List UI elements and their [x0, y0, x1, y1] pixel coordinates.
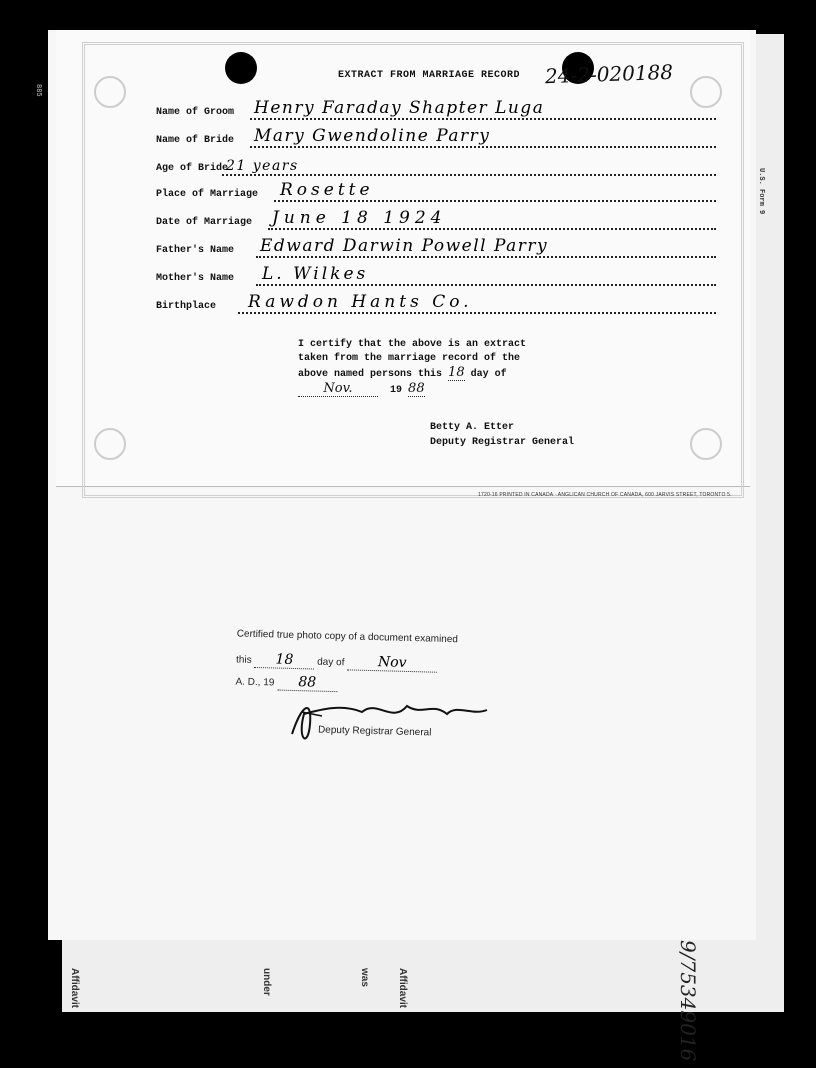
field-value: Edward Darwin Powell Parry — [260, 236, 549, 256]
field-label: Name of Groom — [156, 107, 235, 118]
field-value: June 18 1924 — [272, 208, 447, 228]
bottom-handwritten-number: 9/75349016 — [676, 940, 700, 1062]
certify-day: 18 — [448, 365, 465, 380]
field-value: L. Wilkes — [262, 264, 369, 284]
field-underline — [238, 312, 716, 314]
certify-text: above named persons this — [298, 369, 443, 380]
certify-text: day of — [470, 369, 507, 380]
certify-line: I certify that the above is an extract — [298, 339, 527, 350]
field-underline — [250, 146, 716, 148]
field-label: Age of Bride — [156, 163, 229, 174]
strip-label: Affidavit — [397, 968, 408, 1008]
strip-label: Affidavit — [69, 968, 80, 1008]
field-mothers-name — [156, 266, 716, 286]
field-age-of-bride — [156, 156, 716, 176]
field-place-of-marriage — [156, 182, 716, 202]
stamp-text: A. D., 19 — [235, 676, 275, 689]
stamp-month: Nov — [347, 653, 437, 672]
corner-seal-ghost — [690, 428, 722, 460]
field-underline — [256, 256, 716, 258]
field-value: Henry Faraday Shapter Luga — [254, 98, 545, 118]
signer-block — [430, 420, 574, 450]
side-form-label: U.S. Form 9 — [757, 168, 765, 215]
field-underline — [268, 228, 716, 230]
strip-label: under — [261, 968, 272, 996]
side-page-number: 885 — [34, 84, 42, 97]
field-label: Father's Name — [156, 245, 235, 256]
punch-hole — [225, 52, 257, 84]
field-value: Rawdon Hants Co. — [248, 292, 473, 312]
stamp-year: 88 — [277, 674, 337, 693]
record-number: 24-2-020188 — [544, 59, 674, 89]
field-groom — [156, 100, 716, 120]
stamp-text: this — [235, 654, 252, 666]
field-label: Mother's Name — [156, 273, 235, 284]
extract-title: EXTRACT FROM MARRIAGE RECORD — [338, 70, 521, 81]
certify-month: Nov. — [298, 382, 378, 397]
certified-copy-stamp — [235, 628, 507, 701]
field-underline — [222, 174, 716, 176]
field-date-of-marriage — [156, 210, 716, 230]
field-bride — [156, 128, 716, 148]
field-fathers-name — [156, 238, 716, 258]
certify-line — [298, 382, 588, 398]
corner-seal-ghost — [94, 428, 126, 460]
stamp-day: 18 — [254, 651, 314, 670]
signer-name: Betty A. Etter — [430, 422, 515, 433]
field-underline — [256, 284, 716, 286]
strip-label: was — [359, 968, 370, 987]
stamp-text: day of — [317, 656, 345, 669]
certification-statement — [298, 338, 588, 398]
field-value: Mary Gwendoline Parry — [254, 126, 491, 146]
field-underline — [250, 118, 716, 120]
certify-year: 88 — [408, 381, 425, 396]
field-birthplace — [156, 294, 716, 314]
field-label: Date of Marriage — [156, 217, 253, 228]
signer-title: Deputy Registrar General — [430, 437, 575, 448]
field-underline — [274, 200, 716, 202]
certify-line — [298, 366, 588, 382]
field-label: Place of Marriage — [156, 189, 259, 200]
field-label: Birthplace — [156, 301, 217, 312]
field-value: Rosette — [280, 180, 374, 200]
certify-line: taken from the marriage record of the — [298, 353, 521, 364]
field-value: 21 years — [226, 158, 299, 174]
stamp-title: Deputy Registrar General — [317, 724, 432, 739]
stamp-line: Certified true photo copy of a document examined — [236, 628, 459, 646]
corner-seal-ghost — [94, 76, 126, 108]
printer-imprint: 1720-16 PRINTED IN CANADA · ANGLICAN CHURCH OF CANADA, 600 JARVIS STREET, TORONTO 5. — [478, 492, 732, 498]
field-label: Name of Bride — [156, 135, 235, 146]
certify-text: 19 — [390, 385, 403, 396]
